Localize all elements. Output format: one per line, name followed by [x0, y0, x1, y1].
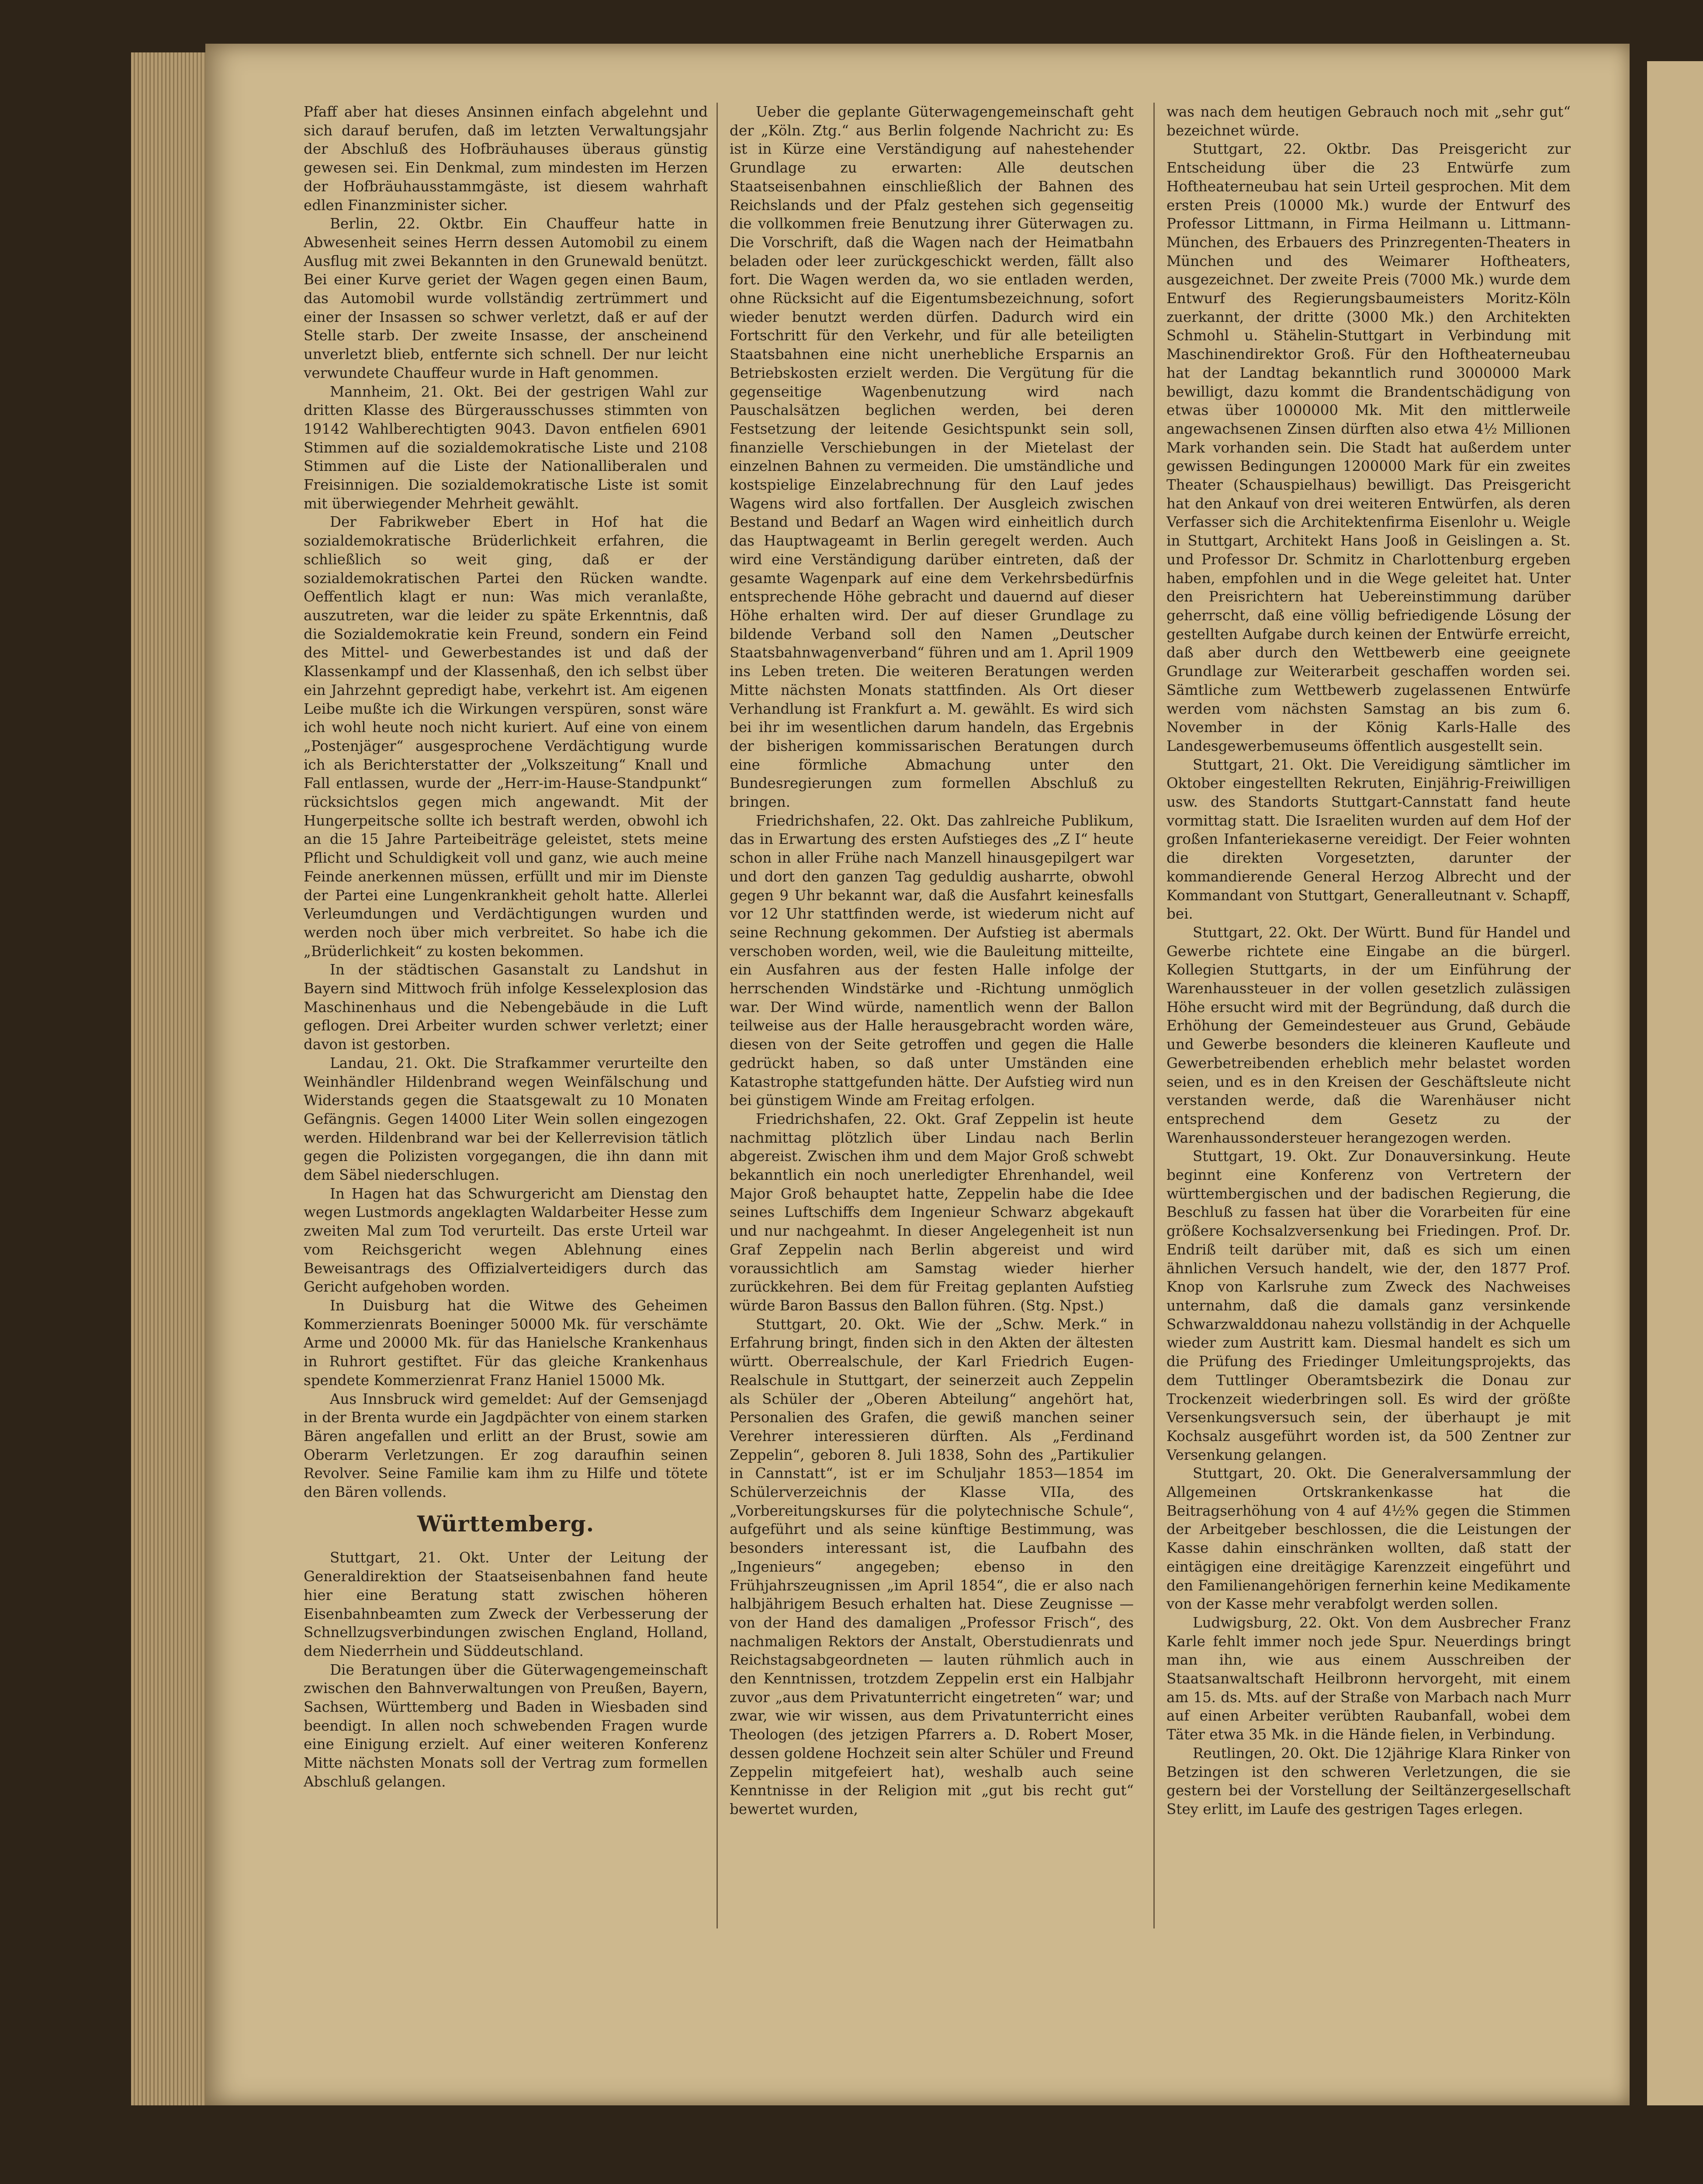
- article-paragraph: Landau, 21. Okt. Die Strafkammer verurteilte den Weinhändler Hildenbrand wegen Weinfälschung und Widerstands gegen die Staatsgewalt zu 10 Monaten Gefängnis. Gegen 14000 Liter Wein sollen eingezogen werden. Hildenbrand war bei der Kellerrevision tätlich gegen die Polizisten vorgegangen, die ihn dann mit dem Säbel niederschlugen.: [304, 1054, 708, 1184]
- facing-page-edge: [1647, 61, 1703, 2105]
- article-paragraph: Mannheim, 21. Okt. Bei der gestrigen Wahl zur dritten Klasse des Bürgerausschusses stimmten von 19142 Wahlberechtigten 9043. Davon entfielen 6901 Stimmen auf die sozialdemokratische Liste und 2108 Stimmen auf die Liste der Nationalliberalen und Freisinnigen. Die sozialdemokratische Liste ist somit mit überwiegender Mehrheit gewählt.: [304, 383, 708, 512]
- article-paragraph: In Hagen hat das Schwurgericht am Dienstag den wegen Lustmords angeklagten Waldarbeiter Hesse zum zweiten Mal zum Tod verurteilt. Das erste Urteil war vom Reichsgericht wegen Ablehnung eines Beweisantrags des Offizialverteidigers durch das Gericht aufgehoben worden.: [304, 1185, 708, 1296]
- article-paragraph: Friedrichshafen, 22. Okt. Das zahlreiche Publikum, das in Erwartung des ersten Aufstieges des „Z I“ heute schon in aller Frühe nach Manzell hinausgepilgert war und dort den ganzen Tag geduldig ausharrte, obwohl gegen 9 Uhr bekannt war, daß die Ausfahrt keinesfalls vor 12 Uhr stattfinden werde, ist wiederum nicht auf seine Rechnung gekommen. Der Aufstieg ist abermals verschoben worden, weil, wie die Bauleitung mitteilte, ein Ausfahren aus der festen Halle infolge der herrschenden Windstärke und -Richtung unmöglich war. Der Wind würde, namentlich wenn der Ballon teilweise aus der Halle herausgebracht worden wäre, diesen von der Seite getroffen und gegen die Halle gedrückt haben, so daß unter Umständen eine Katastrophe stattgefunden hätte. Der Aufstieg wird nun bei günstigem Winde am Freitag erfolgen.: [730, 812, 1134, 1109]
- article-paragraph: Stuttgart, 22. Okt. Der Württ. Bund für Handel und Gewerbe richtete eine Eingabe an die bürgerl. Kollegien Stuttgarts, in der um Einführung der Warenhaussteuer in der vollen gesetzlich zulässigen Höhe ersucht wird mit der Begründung, daß durch die Erhöhung der Gemeindesteuer aus Grund, Gebäude und Gewerbe besonders die kleineren Kaufleute und Gewerbetreibenden erheblich mehr belastet worden seien, und es in den Kreisen der Geschäftsleute nicht verstanden werde, daß die Warenhäuser nicht entsprechend dem Gesetz zu der Warenhaussondersteuer herangezogen werden.: [1166, 924, 1571, 1146]
- column-right: [1166, 103, 1571, 1819]
- article-paragraph: Die Beratungen über die Güterwagengemeinschaft zwischen den Bahnverwaltungen von Preußen, Bayern, Sachsen, Württemberg und Baden in Wiesbaden sind beendigt. In allen noch schwebenden Fragen wurde eine Einigung erzielt. Auf einer weiteren Konferenz Mitte nächsten Monats soll der Vertrag zum formellen Abschluß gelangen.: [304, 1661, 708, 1790]
- column-left: [304, 103, 708, 1791]
- article-paragraph: Berlin, 22. Oktbr. Ein Chauffeur hatte in Abwesenheit seines Herrn dessen Automobil zu einem Ausflug mit zwei Bekannten in den Grunewald benützt. Bei einer Kurve geriet der Wagen gegen einen Baum, das Automobil wurde vollständig zertrümmert und einer der Insassen so schwer verletzt, daß er auf der Stelle starb. Der zweite Insasse, der anscheinend unverletzt blieb, entfernte sich schnell. Der nur leicht verwundete Chauffeur wurde in Haft genommen.: [304, 215, 708, 381]
- article-paragraph: Stuttgart, 21. Okt. Unter der Leitung der Generaldirektion der Staatseisenbahnen fand heute hier eine Beratung statt zwischen höheren Eisenbahnbeamten zum Zweck der Verbesserung der Schnellzugsverbindungen zwischen England, Holland, dem Niederrhein und Süddeutschland.: [304, 1549, 708, 1659]
- article-paragraph: Ludwigsburg, 22. Okt. Von dem Ausbrecher Franz Karle fehlt immer noch jede Spur. Neuerdings bringt man ihn, wie aus einem Ausschreiben der Staatsanwaltschaft Heilbronn hervorgeht, mit einem am 15. ds. Mts. auf der Straße von Marbach nach Murr auf einen Arbeiter verübten Raubanfall, wobei dem Täter etwa 35 Mk. in die Hände fielen, in Verbindung.: [1166, 1614, 1571, 1743]
- article-paragraph: In der städtischen Gasanstalt zu Landshut in Bayern sind Mittwoch früh infolge Kesselexplosion das Maschinenhaus und die Nebengebäude in die Luft geflogen. Drei Arbeiter wurden schwer verletzt; einer davon ist gestorben.: [304, 961, 708, 1053]
- article-paragraph: Aus Innsbruck wird gemeldet: Auf der Gemsenjagd in der Brenta wurde ein Jagdpächter von einem starken Bären angefallen und erlitt an der Brust, sowie am Oberarm Verletzungen. Er zog daraufhin seinen Revolver. Seine Familie kam ihm zu Hilfe und tötete den Bären vollends.: [304, 1390, 708, 1501]
- article-paragraph: Reutlingen, 20. Okt. Die 12jährige Klara Rinker von Betzingen ist den schweren Verletzungen, die sie gestern bei der Vorstellung der Seiltänzergesellschaft Stey erlitt, im Laufe des gestrigen Tages erlegen.: [1166, 1745, 1571, 1818]
- section-heading: Württemberg.: [417, 1510, 595, 1537]
- article-paragraph: was nach dem heutigen Gebrauch noch mit „sehr gut“ bezeichnet würde.: [1166, 104, 1571, 139]
- article-paragraph: Stuttgart, 20. Okt. Die Generalversammlung der Allgemeinen Ortskrankenkasse hat die Beitragserhöhung von 4 auf 4½% gegen die Stimmen der Arbeitgeber beschlossen, die die Leistungen der Kasse dahin einschränken wollten, daß statt der eintägigen eine dreitägige Karenzzeit eingeführt und den Familienangehörigen fernerhin keine Medikamente von der Kasse mehr verabfolgt werden sollen.: [1166, 1465, 1571, 1613]
- article-paragraph: Ueber die geplante Güterwagengemeinschaft geht der „Köln. Ztg.“ aus Berlin folgende Nachricht zu: Es ist in Kürze eine Verständigung auf nahestehender Grundlage zu erwarten: Alle deutschen Staatseisenbahnen einschließlich der Bahnen des Reichslands und der Pfalz gestehen sich gegenseitig die vollkommen freie Benutzung ihrer Güterwagen zu. Die Vorschrift, daß die Wagen nach der Heimatbahn beladen oder leer zurückgeschickt werden, fällt also fort. Die Wagen werden da, wo sie entladen werden, ohne Rücksicht auf die Eigentumsbezeichnung, sofort wieder benutzt werden dürfen. Dadurch wird ein Fortschritt für den Verkehr, und für alle beteiligten Staatsbahnen eine nicht unerhebliche Ersparnis an Betriebskosten erzielt werden. Die Vergütung für die gegenseitige Wagenbenutzung wird nach Pauschalsätzen beglichen werden, bei deren Festsetzung der leitende Gesichtspunkt sein soll, finanzielle Verschiebungen in der Mietelast der einzelnen Bahnen zu vermeiden. Die umständliche und kostspielige Einzelabrechnung für den Lauf jedes Wagens wird also fortfallen. Der Ausgleich zwischen Bestand und Bedarf an Wagen wird einheitlich durch das Hauptwageamt in Berlin geregelt werden. Auch wird eine Verständigung darüber eintreten, daß der gesamte Wagenpark auf eine dem Verkehrsbedürfnis entsprechende Höhe gebracht und dauernd auf dieser Höhe erhalten wird. Der auf dieser Grundlage zu bildende Verband soll den Namen „Deutscher Staatsbahnwagenverband“ führen und am 1. April 1909 ins Leben treten. Die weiteren Beratungen werden Mitte nächsten Monats stattfinden. Als Ort dieser Verhandlung ist Frankfurt a. M. gewählt. Es wird sich bei ihr im wesentlichen darum handeln, das Ergebnis der bisherigen kommissarischen Beratungen durch eine förmliche Abmachung unter den Bundesregierungen zum formellen Abschluß zu bringen.: [730, 104, 1134, 811]
- article-paragraph: Stuttgart, 19. Okt. Zur Donauversinkung. Heute beginnt eine Konferenz von Vertretern der württembergischen und der badischen Regierung, die Beschluß zu fassen hat über die Vorarbeiten für eine größere Kochsalzversenkung bei Friedingen. Prof. Dr. Endriß teilt darüber mit, daß es sich um einen ähnlichen Versuch handelt, wie der, den 1877 Prof. Knop von Karlsruhe zum Zweck des Nachweises unternahm, daß die damals ganz versinkende Schwarzwalddonau nahezu vollständig in der Achquelle wieder zum Austritt kam. Diesmal handelt es sich um die Prüfung des Friedinger Umleitungsprojekts, das dem Tuttlinger Oberamtsbezirk die Donau zur Trockenzeit wiederbringen soll. Es wird der größte Versenkungsversuch sein, der überhaupt je mit Kochsalz ausgeführt worden ist, da 500 Zentner zur Versenkung gelangen.: [1166, 1148, 1571, 1463]
- article-paragraph: Der Fabrikweber Ebert in Hof hat die sozialdemokratische Brüderlichkeit erfahren, die schließlich so weit ging, daß er der sozialdemokratischen Partei den Rücken wandte. Oeffentlich klagt er nun: Was mich veranlaßte, auszutreten, war die leider zu späte Erkenntnis, daß die Sozialdemokratie kein Freund, sondern ein Feind des Mittel- und Gewerbestandes ist und daß der Klassenkampf und der Klassenhaß, den ich selbst über ein Jahrzehnt gepredigt habe, verkehrt ist. Am eigenen Leibe mußte ich die Wirkungen verspüren, sonst wäre ich wohl heute noch nicht kuriert. Auf eine von einem „Postenjäger“ ausgesprochene Verdächtigung wurde ich als Berichterstatter der „Volkszeitung“ Knall und Fall entlassen, wurde der „Herr-im-Hause-Standpunkt“ rücksichtslos gegen mich angewandt. Mit der Hungerpeitsche sollte ich bestraft werden, obwohl ich an die 15 Jahre Parteibeiträge geleistet, stets meine Pflicht und Schuldigkeit voll und ganz, wie auch meine Feinde anerkennen müssen, erfüllt und mir im Dienste der Partei eine Lungenkrankheit geholt hatte. Allerlei Verleumdungen und Verdächtigungen wurden und werden noch über mich verbreitet. So habe ich die „Brüderlichkeit“ zu kosten bekommen.: [304, 514, 708, 960]
- article-paragraph: Stuttgart, 20. Okt. Wie der „Schw. Merk.“ in Erfahrung bringt, finden sich in den Akten der ältesten württ. Oberrealschule, der Karl Friedrich Eugen-Realschule in Stuttgart, der seinerzeit auch Zeppelin als Schüler der „Oberen Abteilung“ angehört hat, Personalien des Grafen, die gewiß manchen seiner Verehrer interessieren dürften. Als „Ferdinand Zeppelin“, geboren 8. Juli 1838, Sohn des „Partikulier in Cannstatt“, ist er im Schuljahr 1853—1854 im Schülerverzeichnis der Klasse VIIa, des „Vorbereitungskurses für die polytechnische Schule“, aufgeführt und als seine künftige Bestimmung, was besonders interessant ist, die Laufbahn des „Ingenieurs“ angegeben; ebenso in den Frühjahrszeugnissen „im April 1854“, die er also nach halbjährigem Besuch erhalten hat. Diese Zeugnisse — von der Hand des damaligen „Professor Frisch“, des nachmaligen Rektors der Anstalt, Oberstudienrats und Reichstagsabgeordneten — lauten rühmlich auch in den Kenntnissen, trotzdem Zeppelin erst ein Halbjahr zuvor „aus dem Privatunterricht eingetreten“ war; und zwar, wie wir wissen, aus dem Privatunterricht eines Theologen (des jetzigen Pfarrers a. D. Robert Moser, dessen goldene Hochzeit sein alter Schüler und Freund Zeppelin mitgefeiert hat), weshalb auch seine Kenntnisse in der Religion mit „gut bis recht gut“ bewertet wurden,: [730, 1316, 1134, 1818]
- article-paragraph: Stuttgart, 21. Okt. Die Vereidigung sämtlicher im Oktober eingestellten Rekruten, Einjährig-Freiwilligen usw. des Standorts Stuttgart-Cannstatt fand heute vormittag statt. Die Israeliten wurden auf dem Hof der großen Infanteriekaserne vereidigt. Der Feier wohnten die direkten Vorgesetzten, darunter der kommandierende General Herzog Albrecht und der Kommandant von Stuttgart, Generalleutnant v. Schapff, bei.: [1166, 756, 1571, 923]
- column-middle: [730, 103, 1134, 1819]
- article-paragraph: Stuttgart, 22. Oktbr. Das Preisgericht zur Entscheidung über die 23 Entwürfe zum Hoftheaterneubau hat sein Urteil gesprochen. Mit dem ersten Preis (10000 Mk.) wurde der Entwurf des Professor Littmann, in Firma Heilmann u. Littmann-München, des Erbauers des Prinzregenten-Theaters in München und des Weimarer Hoftheaters, ausgezeichnet. Der zweite Preis (7000 Mk.) wurde dem Entwurf des Regierungsbaumeisters Moritz-Köln zuerkannt, der dritte (3000 Mk.) den Architekten Schmohl u. Stähelin-Stuttgart in Verbindung mit Maschinendirektor Groß. Für den Hoftheaterneubau hat der Landtag bekanntlich rund 3000000 Mark bewilligt, dazu kommt die Brandentschädigung von etwas über 1000000 Mk. Mit den mittlerweile angewachsenen Zinsen dürften also etwa 4½ Millionen Mark vorhanden sein. Die Stadt hat außerdem unter gewissen Bedingungen 1200000 Mark für ein zweites Theater (Schauspielhaus) bewilligt. Das Preisgericht hat den Ankauf von drei weiteren Entwürfen, als deren Verfasser sich die Architektenfirma Eisenlohr u. Weigle in Stuttgart, Architekt Hans Jooß in Geislingen a. St. und Professor Dr. Schmitz in Charlottenburg ergeben haben, empfohlen und in die Wege geleitet hat. Unter den Preisrichtern hat Uebereinstimmung darüber geherrscht, daß eine völlig befriedigende Lösung der gestellten Aufgabe durch keinen der Entwürfe erreicht, daß aber durch den Wettbewerb eine geeignete Grundlage zur Weiterarbeit geschaffen worden sei. Sämtliche zum Wettbewerb zugelassenen Entwürfe werden vom nächsten Samstag an bis zum 6. November in der König Karls-Halle des Landesgewerbemuseums öffentlich ausgestellt sein.: [1166, 141, 1571, 754]
- column-rule: [1153, 103, 1155, 1928]
- article-paragraph: Pfaff aber hat dieses Ansinnen einfach abgelehnt und sich darauf berufen, daß im letzten Verwaltungsjahr der Abschluß des Hofbräuhauses überaus günstig gewesen sei. Ein Denkmal, zum mindesten im Herzen der Hofbräuhausstammgäste, ist diesem wahrhaft edlen Finanzminister sicher.: [304, 104, 708, 214]
- article-paragraph: In Duisburg hat die Witwe des Geheimen Kommerzienrats Boeninger 50000 Mk. für verschämte Arme und 20000 Mk. für das Hanielsche Krankenhaus in Ruhrort gestiftet. Für das gleiche Krankenhaus spendete Kommerzienrat Franz Haniel 15000 Mk.: [304, 1297, 708, 1389]
- article-paragraph: Friedrichshafen, 22. Okt. Graf Zeppelin ist heute nachmittag plötzlich über Lindau nach Berlin abgereist. Zwischen ihm und dem Major Groß schwebt bekanntlich ein noch unerledigter Ehrenhandel, weil Major Groß behauptet hatte, Zeppelin habe die Idee seines Luftschiffs dem Ingenieur Schwarz abgekauft und nur nachgeahmt. In dieser Angelegenheit ist nun Graf Zeppelin nach Berlin abgereist und wird voraussichtlich am Samstag wieder hierher zurückkehren. Bei dem für Freitag geplanten Aufstieg würde Baron Bassus den Ballon führen. (Stg. Npst.): [730, 1110, 1134, 1314]
- column-rule: [717, 103, 718, 1928]
